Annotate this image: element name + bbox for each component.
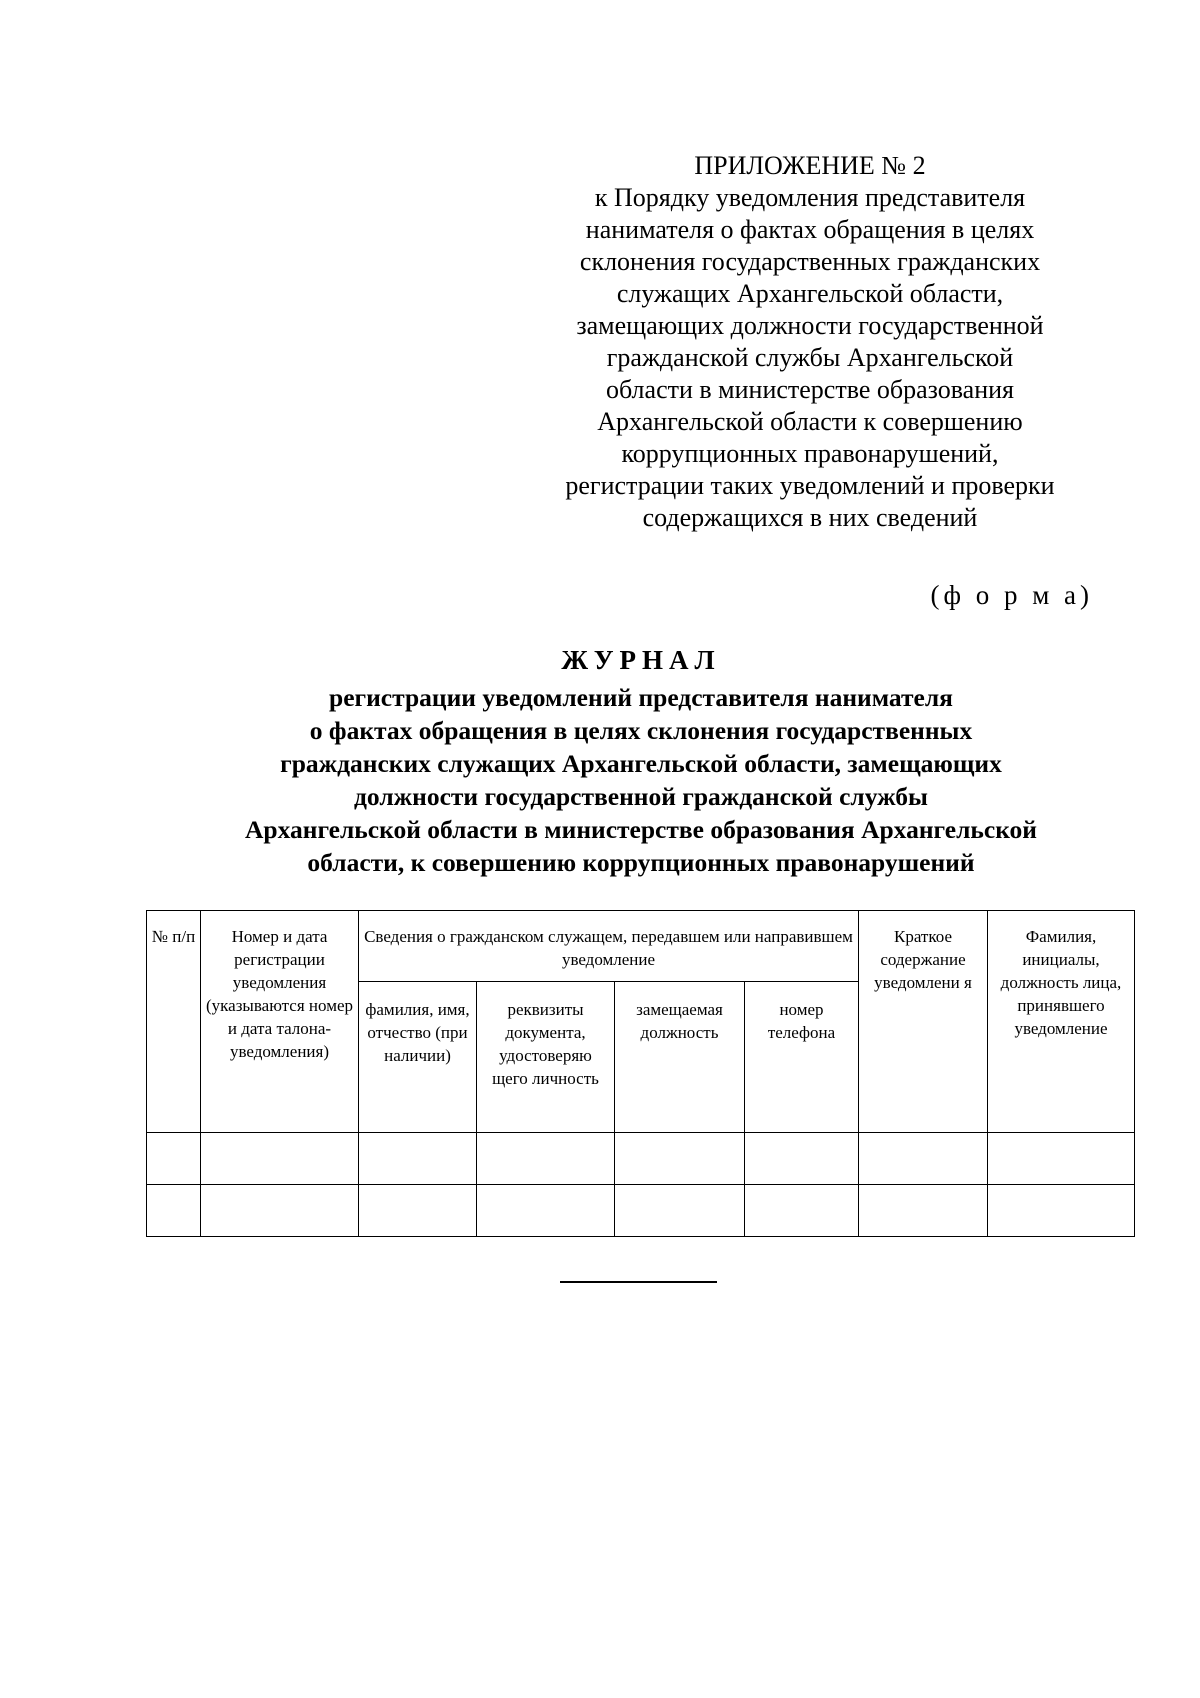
appendix-line: Архангельской области к совершению xyxy=(597,407,1023,436)
journal-subtitle-line: должности государственной гражданской службы xyxy=(354,782,928,811)
appendix-block xyxy=(530,150,1090,534)
journal-subtitle-line: гражданских служащих Архангельской области, замещающих xyxy=(280,749,1002,778)
header-registration: Номер и дата регистрации уведомления (указываются номер и дата талона-уведомления) xyxy=(201,911,359,1133)
form-label: (ф о р м а) xyxy=(930,580,1093,610)
table-cell xyxy=(201,1133,359,1185)
register-table xyxy=(146,910,1135,1237)
header-document: реквизиты документа, удостоверяю щего личность xyxy=(477,982,615,1133)
appendix-line: коррупционных правонарушений, xyxy=(621,439,999,468)
table-cell xyxy=(745,1185,859,1237)
journal-subtitle-line: области, к совершению коррупционных правонарушений xyxy=(307,848,975,877)
table-cell xyxy=(859,1133,988,1185)
table-cell xyxy=(359,1133,477,1185)
table-cell xyxy=(615,1133,745,1185)
appendix-title: ПРИЛОЖЕНИЕ № 2 xyxy=(694,151,926,180)
appendix-line: склонения государственных гражданских xyxy=(579,247,1041,276)
table-cell xyxy=(859,1185,988,1237)
appendix-line: замещающих должности государственной xyxy=(576,311,1044,340)
table-cell xyxy=(359,1185,477,1237)
appendix-line: гражданской службы Архангельской xyxy=(606,343,1014,372)
header-phone: номер телефона xyxy=(745,982,859,1133)
table-row xyxy=(147,1185,1135,1237)
appendix-line: нанимателя о фактах обращения в целях xyxy=(585,215,1035,244)
header-number: № п/п xyxy=(147,911,201,1133)
table-cell xyxy=(147,1133,201,1185)
journal-subtitle-line: регистрации уведомлений представителя нанимателя xyxy=(329,683,953,712)
appendix-line: к Порядку уведомления представителя xyxy=(594,183,1026,212)
header-name: фамилия, имя, отчество (при наличии) xyxy=(359,982,477,1133)
table-cell xyxy=(477,1133,615,1185)
header-receiver: Фамилия, инициалы, должность лица, принявшего уведомление xyxy=(988,911,1135,1133)
table-header-row xyxy=(147,911,1135,982)
table-cell xyxy=(988,1133,1135,1185)
journal-subtitle-line: Архангельской области в министерстве образования Архангельской xyxy=(244,815,1038,844)
journal-subtitle xyxy=(150,681,1132,879)
table-row xyxy=(147,1133,1135,1185)
appendix-line: регистрации таких уведомлений и проверки xyxy=(565,471,1055,500)
header-summary: Краткое содержание уведомлени я xyxy=(859,911,988,1133)
table-cell xyxy=(988,1185,1135,1237)
table-cell xyxy=(147,1185,201,1237)
header-position: замещаемая должность xyxy=(615,982,745,1133)
table-cell xyxy=(477,1185,615,1237)
appendix-line: содержащихся в них сведений xyxy=(642,503,978,532)
journal-title: ЖУРНАЛ xyxy=(561,645,721,675)
appendix-line: служащих Архангельской области, xyxy=(616,279,1004,308)
table-cell xyxy=(745,1133,859,1185)
table-cell xyxy=(615,1185,745,1237)
journal-subtitle-line: о фактах обращения в целях склонения государственных xyxy=(309,716,973,745)
appendix-line: области в министерстве образования xyxy=(605,375,1015,404)
table-cell xyxy=(201,1185,359,1237)
closing-divider xyxy=(560,1281,717,1283)
header-info-group: Сведения о гражданском служащем, передавшем или направившем уведомление xyxy=(359,911,859,982)
